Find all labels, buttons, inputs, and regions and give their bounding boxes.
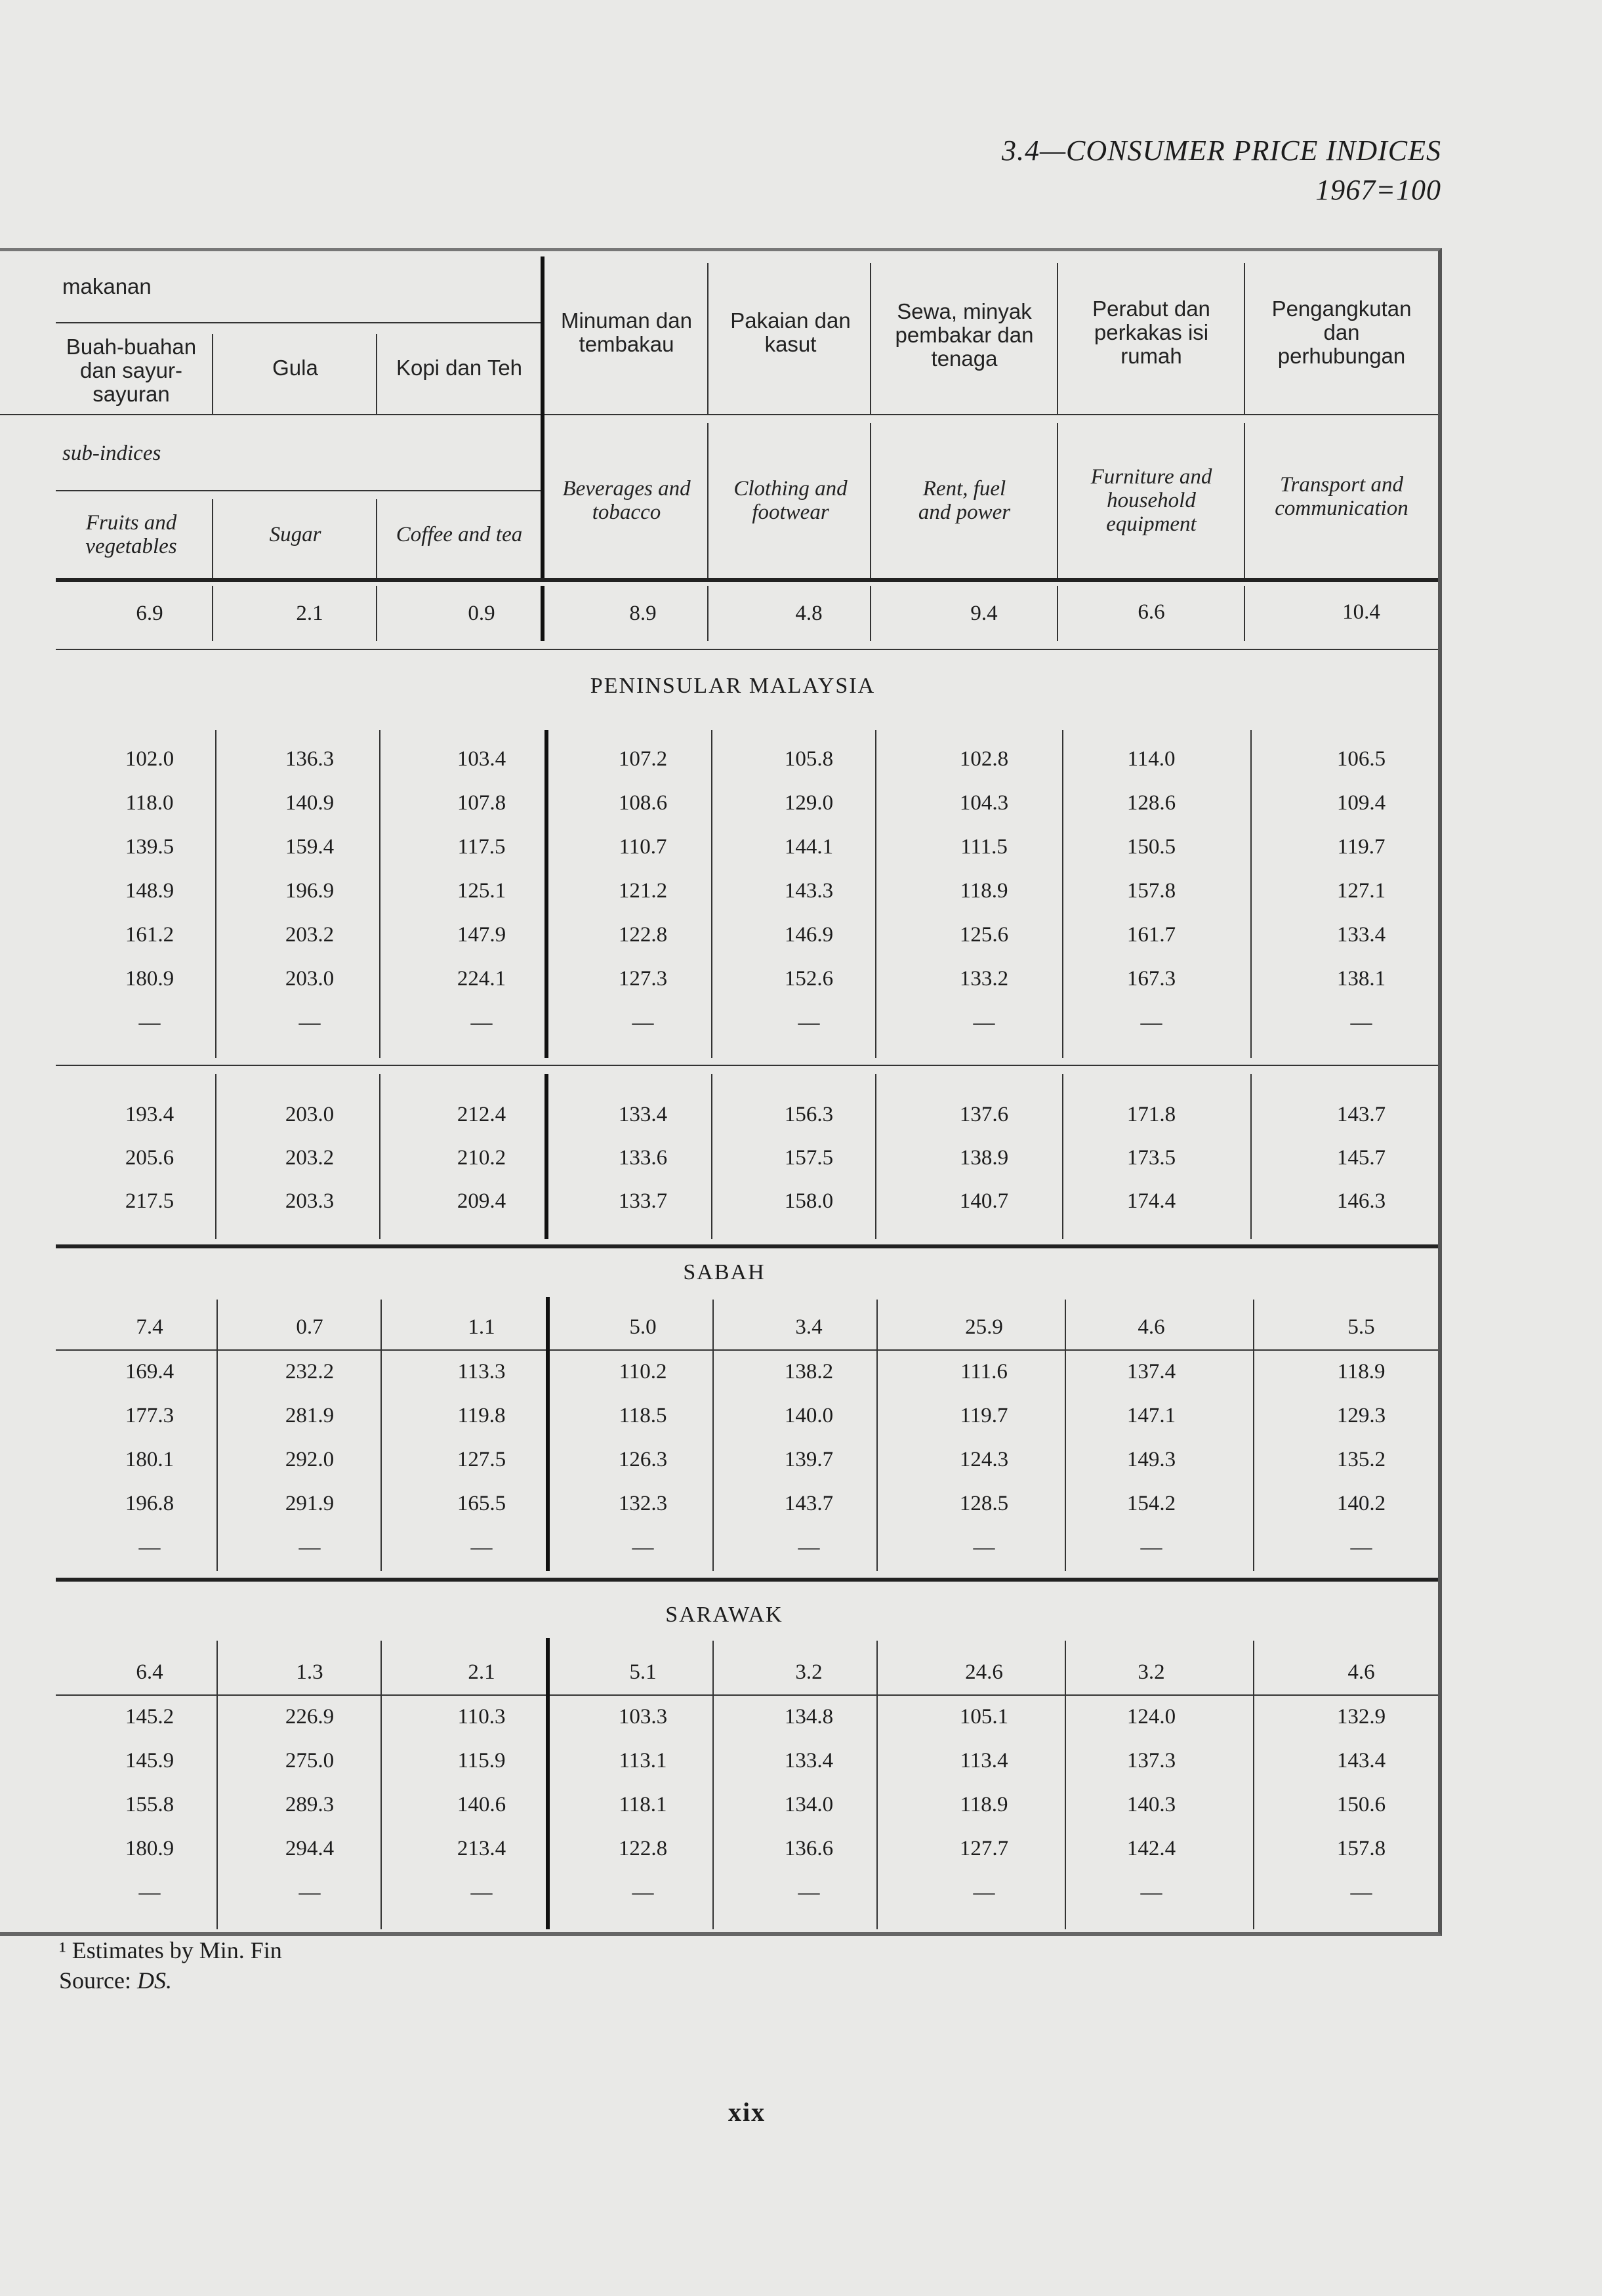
table-cell: 149.3 bbox=[1126, 1448, 1176, 1471]
vline bbox=[376, 586, 377, 641]
table-cell: 155.8 bbox=[125, 1793, 175, 1816]
table-cell: 180.9 bbox=[125, 967, 175, 991]
table-cell: 127.7 bbox=[959, 1837, 1009, 1860]
table-cell: 156.3 bbox=[784, 1103, 834, 1126]
vline bbox=[712, 1641, 714, 1929]
cpi-table bbox=[0, 248, 1442, 1936]
table-cell: 203.0 bbox=[285, 1103, 335, 1126]
table-cell: 3.4 bbox=[795, 1315, 823, 1339]
vline bbox=[707, 423, 709, 578]
vline bbox=[711, 1074, 712, 1239]
table-cell: 136.6 bbox=[784, 1837, 834, 1860]
vline bbox=[1062, 730, 1063, 1058]
table-cell: 133.7 bbox=[618, 1189, 668, 1213]
vline bbox=[870, 263, 871, 415]
table-cell: 118.1 bbox=[619, 1793, 667, 1816]
table-cell: 113.3 bbox=[457, 1360, 506, 1384]
header-clothing-english bbox=[712, 477, 869, 524]
title-line-1: 3.4—CONSUMER PRICE INDICES bbox=[1001, 134, 1441, 167]
table-cell: 122.8 bbox=[618, 923, 668, 947]
weight-cell: 4.8 bbox=[795, 602, 823, 625]
header-divider-malay bbox=[56, 322, 541, 323]
table-cell: 143.7 bbox=[1336, 1103, 1386, 1126]
vline bbox=[875, 730, 876, 1058]
section-label-peninsular: PENINSULAR MALAYSIA bbox=[590, 674, 876, 698]
table-cell: 137.4 bbox=[1126, 1360, 1176, 1384]
table-cell: 114.0 bbox=[1127, 747, 1176, 771]
table-cell: 105.8 bbox=[784, 747, 834, 771]
table-cell: 138.1 bbox=[1336, 967, 1386, 991]
table-cell: 119.7 bbox=[1337, 835, 1386, 859]
vline bbox=[1250, 1074, 1252, 1239]
table-cell: — bbox=[632, 1881, 654, 1904]
vline bbox=[215, 1074, 216, 1239]
header-line: equipment bbox=[1106, 512, 1197, 536]
section-label-sabah: SABAH bbox=[683, 1260, 766, 1284]
table-cell: 25.9 bbox=[965, 1315, 1003, 1339]
table-cell: 165.5 bbox=[457, 1492, 506, 1515]
table-cell: 138.9 bbox=[959, 1146, 1009, 1170]
table-cell: 143.7 bbox=[784, 1492, 834, 1515]
table-cell: 133.4 bbox=[618, 1103, 668, 1126]
weight-cell: 6.9 bbox=[136, 602, 163, 625]
table-cell: — bbox=[470, 1011, 493, 1035]
table-cell: 281.9 bbox=[285, 1404, 335, 1427]
table-cell: 134.0 bbox=[784, 1793, 834, 1816]
table-cell: — bbox=[298, 1881, 321, 1904]
header-clothing-malay bbox=[712, 309, 869, 356]
table-cell: 133.4 bbox=[1336, 923, 1386, 947]
table-cell: 2.1 bbox=[468, 1660, 495, 1684]
header-fruits-english bbox=[59, 511, 203, 558]
table-cell: 111.6 bbox=[960, 1360, 1008, 1384]
vline bbox=[376, 499, 377, 578]
table-cell: 133.4 bbox=[784, 1749, 834, 1773]
weight-cell: 10.4 bbox=[1342, 600, 1380, 624]
table-cell: — bbox=[973, 1011, 995, 1035]
table-cell: 226.9 bbox=[285, 1705, 335, 1729]
table-cell: 5.1 bbox=[629, 1660, 657, 1684]
vline bbox=[1065, 1300, 1066, 1571]
vline bbox=[1244, 263, 1245, 415]
table-cell: 146.3 bbox=[1336, 1189, 1386, 1213]
header-line: dan sayur- bbox=[80, 358, 182, 382]
header-line: Perabut dan bbox=[1092, 297, 1210, 321]
table-cell: — bbox=[1140, 1011, 1162, 1035]
vline bbox=[875, 1074, 876, 1239]
table-cell: 128.5 bbox=[959, 1492, 1009, 1515]
header-line: household bbox=[1107, 489, 1196, 512]
table-cell: 157.5 bbox=[784, 1146, 834, 1170]
header-fruits-malay bbox=[59, 335, 203, 406]
header-line: footwear bbox=[752, 501, 829, 524]
vline bbox=[216, 1300, 218, 1571]
table-cell: 118.9 bbox=[960, 1793, 1008, 1816]
vline bbox=[707, 263, 709, 415]
table-cell: 196.9 bbox=[285, 879, 335, 903]
vline bbox=[379, 730, 380, 1058]
table-cell: 4.6 bbox=[1347, 1660, 1375, 1684]
vline bbox=[212, 334, 213, 415]
table-cell: 103.3 bbox=[618, 1705, 668, 1729]
header-line: dan bbox=[1323, 320, 1360, 344]
table-cell: 113.4 bbox=[960, 1749, 1008, 1773]
header-line: pembakar dan bbox=[895, 323, 1034, 347]
table-cell: 106.5 bbox=[1336, 747, 1386, 771]
weights-bottom-rule bbox=[56, 649, 1438, 650]
table-cell: — bbox=[470, 1536, 493, 1559]
table-cell: — bbox=[298, 1011, 321, 1035]
table-cell: 174.4 bbox=[1126, 1189, 1176, 1213]
table-cell: 128.6 bbox=[1126, 791, 1176, 815]
vline bbox=[379, 1074, 380, 1239]
table-cell: 157.8 bbox=[1336, 1837, 1386, 1860]
table-cell: 3.2 bbox=[795, 1660, 823, 1684]
table-cell: 110.2 bbox=[619, 1360, 667, 1384]
header-line: Buah-buahan bbox=[66, 335, 197, 359]
header-beverages-malay bbox=[548, 309, 705, 356]
table-cell: 125.6 bbox=[959, 923, 1009, 947]
header-line: Pakaian dan bbox=[730, 308, 851, 333]
peninsular-break-rule bbox=[56, 1065, 1438, 1066]
table-cell: 1.1 bbox=[468, 1315, 495, 1339]
table-cell: 173.5 bbox=[1126, 1146, 1176, 1170]
vline bbox=[1250, 730, 1252, 1058]
table-cell: 121.2 bbox=[618, 879, 668, 903]
sabah-weights-rule bbox=[56, 1349, 1438, 1351]
header-line: tembakau bbox=[579, 332, 674, 356]
vline bbox=[1062, 1074, 1063, 1239]
table-cell: 147.1 bbox=[1126, 1404, 1176, 1427]
table-cell: 117.5 bbox=[457, 835, 506, 859]
header-line: Furniture and bbox=[1090, 465, 1212, 489]
table-cell: 138.2 bbox=[784, 1360, 834, 1384]
table-cell: 102.8 bbox=[959, 747, 1009, 771]
table-cell: 147.9 bbox=[457, 923, 506, 947]
table-cell: 150.5 bbox=[1126, 835, 1176, 859]
vline bbox=[376, 334, 377, 415]
header-line: tenaga bbox=[931, 346, 998, 371]
table-cell: — bbox=[1350, 1881, 1372, 1904]
header-rent-malay bbox=[873, 300, 1056, 371]
table-cell: 111.5 bbox=[960, 835, 1008, 859]
header-line: Fruits and bbox=[85, 511, 177, 535]
weight-cell: 9.4 bbox=[970, 602, 998, 625]
header-line: Rent, fuel bbox=[922, 477, 1006, 501]
table-cell: 133.6 bbox=[618, 1146, 668, 1170]
source-value: DS. bbox=[136, 1967, 172, 1994]
table-cell: 294.4 bbox=[285, 1837, 335, 1860]
table-cell: 134.8 bbox=[784, 1705, 834, 1729]
table-cell: 145.2 bbox=[125, 1705, 175, 1729]
table-cell: 144.1 bbox=[784, 835, 834, 859]
header-sugar-malay: Gula bbox=[272, 356, 318, 380]
table-cell: 6.4 bbox=[136, 1660, 163, 1684]
table-cell: 275.0 bbox=[285, 1749, 335, 1773]
table-cell: 232.2 bbox=[285, 1360, 335, 1384]
vline bbox=[711, 730, 712, 1058]
title-line-2: 1967=100 bbox=[1315, 174, 1441, 206]
table-cell: — bbox=[798, 1011, 820, 1035]
table-cell: — bbox=[973, 1881, 995, 1904]
vline bbox=[876, 1300, 878, 1571]
table-cell: 196.8 bbox=[125, 1492, 175, 1515]
vline bbox=[215, 730, 216, 1058]
table-cell: 133.2 bbox=[959, 967, 1009, 991]
table-cell: 104.3 bbox=[959, 791, 1009, 815]
header-coffee-english: Coffee and tea bbox=[396, 523, 523, 546]
table-cell: 159.4 bbox=[285, 835, 335, 859]
table-cell: 177.3 bbox=[125, 1404, 175, 1427]
table-cell: 154.2 bbox=[1126, 1492, 1176, 1515]
header-sugar-english: Sugar bbox=[269, 523, 321, 546]
table-cell: 161.7 bbox=[1126, 923, 1176, 947]
header-rent-english bbox=[873, 477, 1056, 524]
table-cell: 139.7 bbox=[784, 1448, 834, 1471]
header-line: Beverages and bbox=[562, 477, 691, 501]
header-line: Pengangkutan bbox=[1271, 297, 1412, 321]
vline bbox=[541, 256, 544, 578]
header-group-english: sub-indices bbox=[62, 441, 161, 465]
table-cell: 146.9 bbox=[784, 923, 834, 947]
table-cell: 126.3 bbox=[618, 1448, 668, 1471]
sarawak-weights-rule bbox=[56, 1694, 1438, 1696]
weight-cell: 8.9 bbox=[629, 602, 657, 625]
table-cell: 118.9 bbox=[960, 879, 1008, 903]
table-cell: 171.8 bbox=[1126, 1103, 1176, 1126]
vline bbox=[712, 1300, 714, 1571]
header-transport-english bbox=[1246, 473, 1437, 520]
header-line: rumah bbox=[1120, 344, 1182, 368]
table-cell: 110.7 bbox=[619, 835, 667, 859]
header-furniture-malay bbox=[1059, 297, 1243, 368]
vline bbox=[876, 1641, 878, 1929]
table-cell: 217.5 bbox=[125, 1189, 175, 1213]
table-cell: — bbox=[298, 1536, 321, 1559]
header-line: Clothing and bbox=[733, 477, 848, 501]
table-cell: 140.0 bbox=[784, 1404, 834, 1427]
header-transport-malay bbox=[1246, 297, 1437, 368]
table-cell: 224.1 bbox=[457, 967, 506, 991]
table-cell: 289.3 bbox=[285, 1793, 335, 1816]
table-cell: 157.8 bbox=[1126, 879, 1176, 903]
footnote-source bbox=[59, 1965, 172, 1996]
table-cell: 5.5 bbox=[1347, 1315, 1375, 1339]
table-cell: 124.0 bbox=[1126, 1705, 1176, 1729]
section-label-sarawak: SARAWAK bbox=[665, 1603, 783, 1627]
table-cell: 3.2 bbox=[1138, 1660, 1165, 1684]
table-cell: 139.5 bbox=[125, 835, 175, 859]
header-line: sayuran bbox=[92, 382, 170, 406]
table-cell: 24.6 bbox=[965, 1660, 1003, 1684]
table-cell: 205.6 bbox=[125, 1146, 175, 1170]
vline bbox=[1057, 586, 1058, 641]
table-cell: 148.9 bbox=[125, 879, 175, 903]
weight-cell: 2.1 bbox=[296, 602, 323, 625]
header-line: communication bbox=[1275, 497, 1408, 520]
table-cell: 145.7 bbox=[1336, 1146, 1386, 1170]
table-cell: 203.3 bbox=[285, 1189, 335, 1213]
table-cell: — bbox=[798, 1536, 820, 1559]
table-cell: 291.9 bbox=[285, 1492, 335, 1515]
table-cell: 158.0 bbox=[784, 1189, 834, 1213]
table-cell: 1.3 bbox=[296, 1660, 323, 1684]
table-cell: 132.3 bbox=[618, 1492, 668, 1515]
header-line: perkakas isi bbox=[1094, 320, 1209, 344]
table-cell: 0.7 bbox=[296, 1315, 323, 1339]
table-cell: 167.3 bbox=[1126, 967, 1176, 991]
table-cell: 118.5 bbox=[619, 1404, 667, 1427]
table-cell: 102.0 bbox=[125, 747, 175, 771]
table-cell: 143.4 bbox=[1336, 1749, 1386, 1773]
header-line: Transport and bbox=[1280, 473, 1403, 497]
table-cell: 203.0 bbox=[285, 967, 335, 991]
table-cell: 169.4 bbox=[125, 1360, 175, 1384]
table-cell: 180.1 bbox=[125, 1448, 175, 1471]
footnote-estimates: ¹ Estimates by Min. Fin bbox=[59, 1937, 282, 1963]
page-number: xix bbox=[728, 2097, 766, 2127]
table-cell: 129.0 bbox=[784, 791, 834, 815]
table-cell: 103.4 bbox=[457, 747, 506, 771]
vline bbox=[870, 423, 871, 578]
vline bbox=[1057, 263, 1058, 415]
table-cell: 119.7 bbox=[960, 1404, 1008, 1427]
header-line: vegetables bbox=[85, 535, 177, 558]
header-divider-english bbox=[56, 490, 541, 491]
table-cell: — bbox=[1350, 1011, 1372, 1035]
header-group-malay: makanan bbox=[62, 274, 152, 298]
table-cell: 140.9 bbox=[285, 791, 335, 815]
table-cell: 180.9 bbox=[125, 1837, 175, 1860]
table-cell: 118.0 bbox=[125, 791, 174, 815]
table-cell: 140.3 bbox=[1126, 1793, 1176, 1816]
vline bbox=[212, 499, 213, 578]
header-furniture-english bbox=[1059, 465, 1243, 536]
table-cell: 193.4 bbox=[125, 1103, 175, 1126]
table-cell: 110.3 bbox=[457, 1705, 506, 1729]
table-cell: — bbox=[138, 1536, 161, 1559]
header-line: Sewa, minyak bbox=[897, 299, 1032, 323]
vline bbox=[1065, 1641, 1066, 1929]
table-cell: 109.4 bbox=[1336, 791, 1386, 815]
table-cell: — bbox=[1140, 1536, 1162, 1559]
vline bbox=[380, 1300, 382, 1571]
table-cell: — bbox=[973, 1536, 995, 1559]
table-cell: 107.2 bbox=[618, 747, 668, 771]
vline bbox=[1244, 423, 1245, 578]
table-cell: 107.8 bbox=[457, 791, 506, 815]
header-bottom-rule bbox=[56, 578, 1438, 582]
table-cell: 129.3 bbox=[1336, 1404, 1386, 1427]
table-cell: 152.6 bbox=[784, 967, 834, 991]
table-cell: 118.9 bbox=[1337, 1360, 1386, 1384]
header-beverages-english bbox=[548, 477, 705, 524]
table-cell: 140.2 bbox=[1336, 1492, 1386, 1515]
table-cell: 136.3 bbox=[285, 747, 335, 771]
table-cell: 7.4 bbox=[136, 1315, 163, 1339]
table-cell: 137.6 bbox=[959, 1103, 1009, 1126]
table-cell: 213.4 bbox=[457, 1837, 506, 1860]
weight-cell: 6.6 bbox=[1138, 600, 1165, 624]
header-line: tobacco bbox=[592, 501, 661, 524]
table-cell: 212.4 bbox=[457, 1103, 506, 1126]
table-cell: — bbox=[1350, 1536, 1372, 1559]
table-cell: 150.6 bbox=[1336, 1793, 1386, 1816]
sarawak-top-rule bbox=[56, 1578, 1438, 1582]
table-cell: — bbox=[138, 1011, 161, 1035]
vline bbox=[216, 1641, 218, 1929]
table-cell: 124.3 bbox=[959, 1448, 1009, 1471]
table-cell: 143.3 bbox=[784, 879, 834, 903]
header-line: kasut bbox=[764, 332, 817, 356]
table-cell: 127.1 bbox=[1336, 879, 1386, 903]
source-label: Source: bbox=[59, 1967, 131, 1994]
table-cell: 127.3 bbox=[618, 967, 668, 991]
header-line: and power bbox=[918, 501, 1011, 524]
table-cell: — bbox=[798, 1881, 820, 1904]
table-cell: — bbox=[1140, 1881, 1162, 1904]
table-cell: 140.7 bbox=[959, 1189, 1009, 1213]
table-cell: — bbox=[632, 1011, 654, 1035]
table-cell: 137.3 bbox=[1126, 1749, 1176, 1773]
table-cell: 145.9 bbox=[125, 1749, 175, 1773]
table-cell: 142.4 bbox=[1126, 1837, 1176, 1860]
vline bbox=[380, 1641, 382, 1929]
header-coffee-malay: Kopi dan Teh bbox=[396, 356, 523, 380]
table-cell: 292.0 bbox=[285, 1448, 335, 1471]
vline bbox=[1253, 1300, 1254, 1571]
vline bbox=[1057, 423, 1058, 578]
table-cell: 115.9 bbox=[457, 1749, 506, 1773]
table-cell: 4.6 bbox=[1138, 1315, 1165, 1339]
table-cell: 135.2 bbox=[1336, 1448, 1386, 1471]
table-cell: 203.2 bbox=[285, 923, 335, 947]
table-cell: 203.2 bbox=[285, 1146, 335, 1170]
table-cell: — bbox=[470, 1881, 493, 1904]
table-cell: 125.1 bbox=[457, 879, 506, 903]
table-cell: 210.2 bbox=[457, 1146, 506, 1170]
sabah-top-rule bbox=[56, 1244, 1438, 1248]
table-title bbox=[1002, 131, 1441, 210]
table-cell: 209.4 bbox=[457, 1189, 506, 1213]
header-line: Minuman dan bbox=[561, 308, 692, 333]
table-cell: 122.8 bbox=[618, 1837, 668, 1860]
table-cell: — bbox=[632, 1536, 654, 1559]
table-cell: 140.6 bbox=[457, 1793, 506, 1816]
header-line: perhubungan bbox=[1277, 344, 1406, 368]
table-cell: 113.1 bbox=[619, 1749, 667, 1773]
table-cell: 161.2 bbox=[125, 923, 175, 947]
table-cell: 105.1 bbox=[959, 1705, 1009, 1729]
table-cell: 132.9 bbox=[1336, 1705, 1386, 1729]
table-cell: 127.5 bbox=[457, 1448, 506, 1471]
vline bbox=[1253, 1641, 1254, 1929]
weight-cell: 0.9 bbox=[468, 602, 495, 625]
table-cell: 119.8 bbox=[457, 1404, 506, 1427]
table-cell: 5.0 bbox=[629, 1315, 657, 1339]
table-cell: 108.6 bbox=[618, 791, 668, 815]
vline bbox=[1244, 586, 1245, 641]
header-divider-mid bbox=[0, 414, 1438, 415]
table-cell: — bbox=[138, 1881, 161, 1904]
